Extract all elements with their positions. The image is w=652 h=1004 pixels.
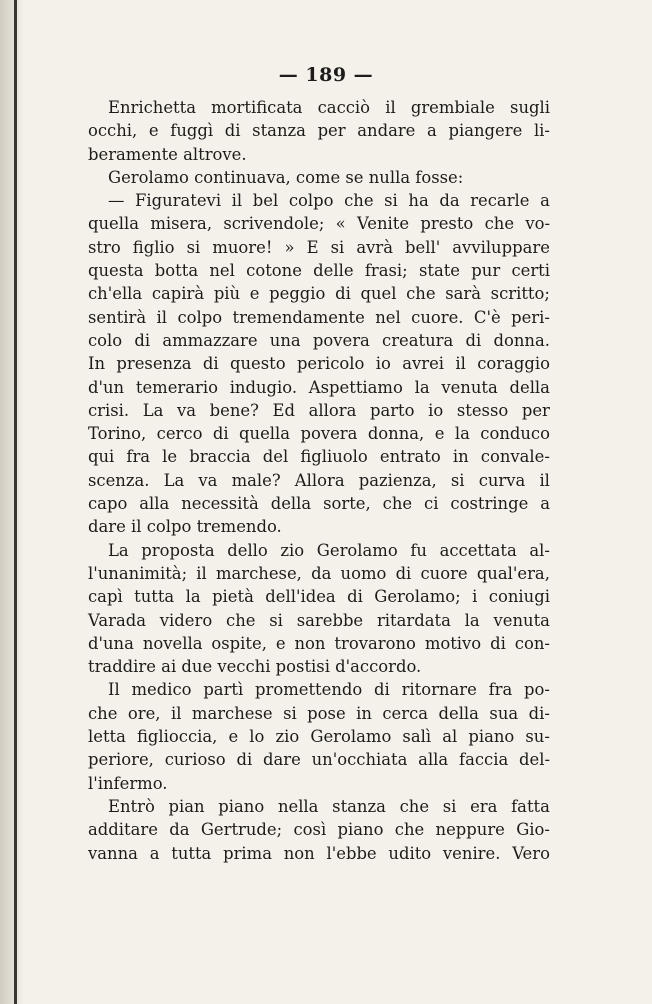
text-line: Varada videro che si sarebbe ritardata la venuta bbox=[88, 610, 550, 630]
text-line: d'un temerario indugio. Aspettiamo la venuta della bbox=[88, 377, 550, 397]
text-line: crisi. La va bene? Ed allora parto io stesso per bbox=[88, 400, 550, 420]
text-line: vanna a tutta prima non l'ebbe udito venire. Vero bbox=[88, 843, 550, 863]
text-line: — Figuratevi il bel colpo che si ha da recarle a bbox=[108, 191, 550, 211]
text-line: scenza. La va male? Allora pazienza, si curva il bbox=[88, 470, 550, 490]
text-line: La proposta dello zio Gerolamo fu accettata al- bbox=[108, 540, 550, 560]
binding-edge bbox=[14, 0, 17, 1004]
text-line: traddire ai due vecchi postisi d'accordo. bbox=[88, 657, 422, 677]
text-line: d'una novella ospite, e non trovarono motivo di con- bbox=[88, 633, 550, 653]
text-line: qui fra le braccia del figliuolo entrato in convale- bbox=[88, 447, 550, 467]
text-line: additare da Gertrude; così piano che neppure Gio- bbox=[88, 820, 550, 840]
text-line: l'infermo. bbox=[88, 773, 168, 793]
text-line: Torino, cerco di quella povera donna, e la conduco bbox=[88, 424, 550, 444]
text-line: occhi, e fuggì di stanza per andare a piangere li- bbox=[88, 121, 550, 141]
text-line: capo alla necessità della sorte, che ci costringe a bbox=[88, 494, 550, 514]
page-number: — 189 — bbox=[278, 64, 374, 86]
text-line: ch'ella capirà più e peggio di quel che sarà scritto; bbox=[88, 284, 550, 304]
text-line: beramente altrove. bbox=[88, 144, 247, 164]
text-line: l'unanimità; il marchese, da uomo di cuore qual'era, bbox=[88, 563, 550, 583]
text-line: sentirà il colpo tremendamente nel cuore. C'è peri- bbox=[88, 307, 550, 327]
text-line: questa botta nel cotone delle frasi; state pur certi bbox=[88, 261, 550, 281]
text-line: stro figlio si muore! » E si avrà bell' avviluppare bbox=[88, 237, 550, 257]
text-line: dare il colpo tremendo. bbox=[88, 517, 282, 537]
text-line: periore, curioso di dare un'occhiata alla faccia del- bbox=[88, 750, 550, 770]
text-line: capì tutta la pietà dell'idea di Gerolamo; i coniugi bbox=[88, 587, 550, 607]
body-text bbox=[88, 96, 550, 865]
text-line: Gerolamo continuava, come se nulla fosse: bbox=[108, 167, 464, 187]
text-line: Enrichetta mortificata cacciò il grembiale sugli bbox=[108, 98, 550, 117]
text-line: quella misera, scrivendole; « Venite presto che vo- bbox=[88, 214, 550, 234]
text-line: In presenza di questo pericolo io avrei il coraggio bbox=[88, 354, 550, 374]
text-line: che ore, il marchese si pose in cerca della sua di- bbox=[88, 703, 550, 723]
text-line: Il medico partì promettendo di ritornare fra po- bbox=[108, 680, 550, 700]
text-line: colo di ammazzare una povera creatura di donna. bbox=[88, 330, 550, 350]
text-line: Entrò pian piano nella stanza che si era fatta bbox=[108, 796, 550, 816]
text-line: letta figlioccia, e lo zio Gerolamo salì al piano su- bbox=[88, 727, 550, 747]
scan-edge-shadow bbox=[0, 0, 24, 1004]
